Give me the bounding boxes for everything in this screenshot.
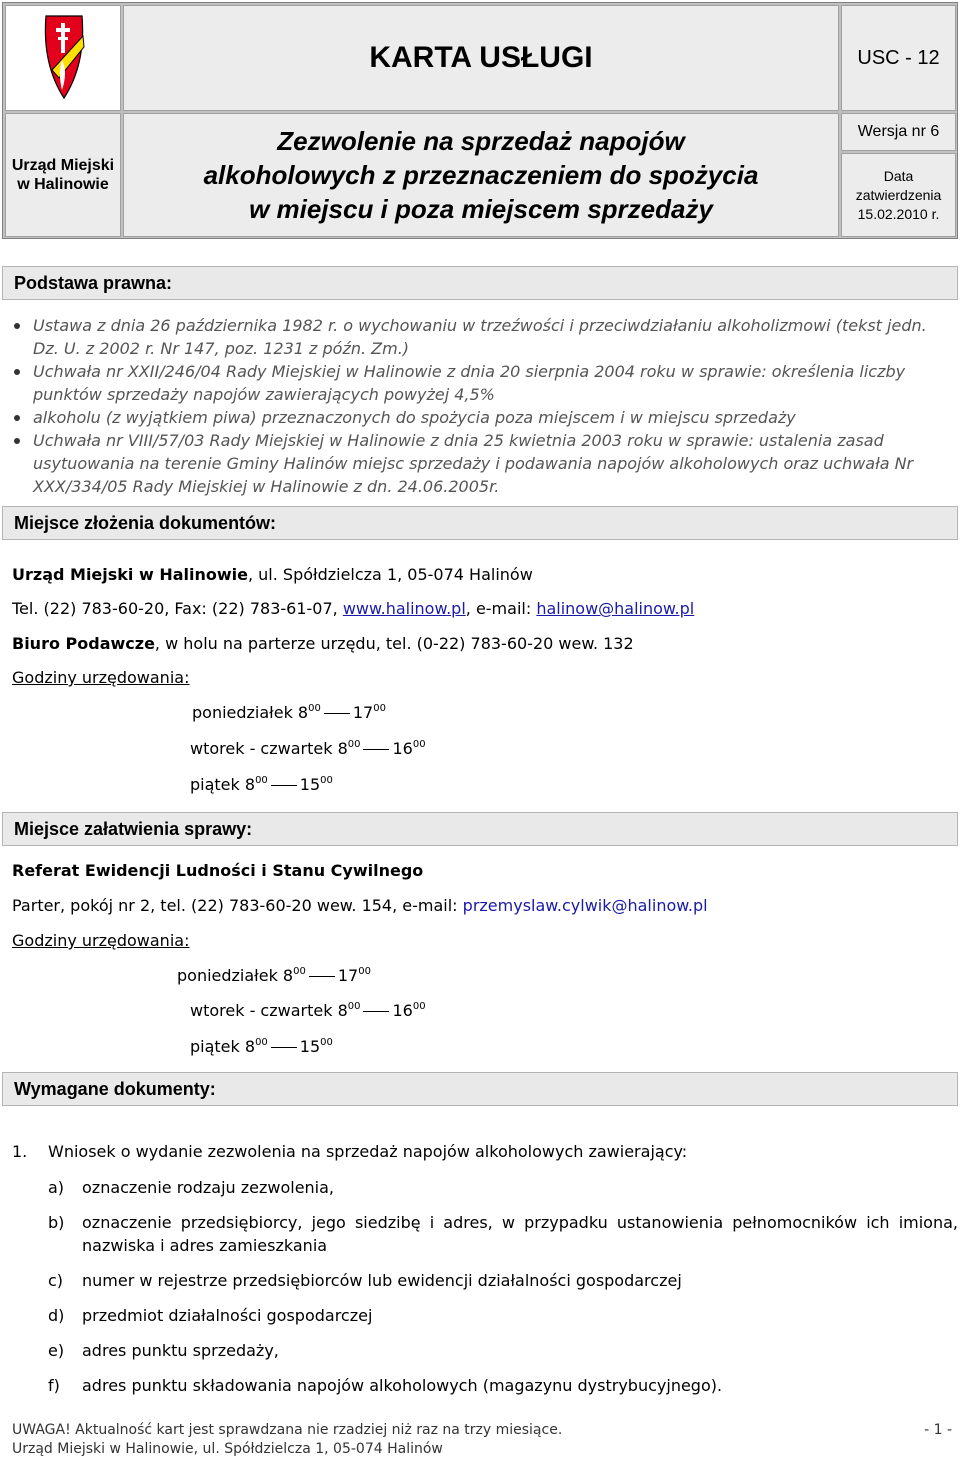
hours-row: piątek $8^{00}$ $15^{00}$ [190,775,333,794]
submission-heading: Miejsce złożenia dokumentów: [2,506,958,540]
approval-cell [841,153,956,237]
list-item: Ustawa z dnia 26 października 1982 r. o wychowaniu w trzeźwości i przeciwdziałaniu alkoholizmowi (tekst jedn. Dz. U. z 2002 r. Nr 147, poz. 1231 z późn. Zm.) [12,314,952,360]
hours-row: piątek $8^{00}$ $15^{00}$ [190,1037,333,1056]
contact-line [12,599,694,618]
bureau-line [12,634,634,653]
office-name-cell [5,113,121,237]
legal-basis-heading: Podstawa prawna: [2,266,958,300]
card-title-cell [123,5,839,111]
room-line [12,896,708,915]
subject-line: alkoholowych z przeznaczeniem do spożycia [203,160,759,190]
coat-of-arms-icon [6,6,122,112]
hours-row: poniedziałek $8^{00}$ $17^{00}$ [177,966,371,985]
subject-line: Zezwolenie na sprzedaż napojów [277,126,685,156]
department-name: Referat Ewidencji Ludności i Stanu Cywilnego [12,861,424,880]
hours-label: Godziny urzędowania: [12,931,190,950]
room-details: Parter, pokój nr 2, tel. (22) 783-60-20 wew. 154, e-mail: [12,896,463,915]
office-name: Urząd Miejski w Halinowie [11,157,115,193]
hours-row: wtorek - czwartek $8^{00}$ $16^{00}$ [190,1001,426,1020]
hours-label: Godziny urzędowania: [12,668,190,687]
footer-address: Urząd Miejski w Halinowie, ul. Spółdzielcza 1, 05-074 Halinów [12,1441,443,1457]
approval-date: 15.02.2010 r. [857,205,940,222]
office-address: , ul. Spółdzielcza 1, 05-074 Halinów [247,565,533,584]
email-link[interactable]: halinow@halinow.pl [536,599,695,618]
office-address-line [12,565,533,584]
version: Wersja nr 6 [857,123,940,140]
hours-row: wtorek - czwartek $8^{00}$ $16^{00}$ [190,739,426,758]
list-item: Wniosek o wydanie zezwolenia na sprzedaż napojów alkoholowych zawierający: [48,1142,688,1161]
service-code: USC - 12 [857,46,940,69]
documents-heading: Wymagane dokumenty: [2,1072,958,1106]
hours-row: poniedziałek $8^{00}$ $17^{00}$ [192,703,386,722]
email-link[interactable]: przemyslaw.cylwik@halinow.pl [462,896,708,915]
website-link[interactable]: www.halinow.pl [342,599,466,618]
header-table [2,2,958,239]
service-subject [204,124,759,226]
list-item: Uchwała nr XXII/246/04 Rady Miejskiej w Halinowie z dnia 20 sierpnia 2004 roku w sprawie: określenia liczby punktów sprzedaży napojów zawierających powyżej 4,5% [12,360,952,406]
bureau-name: Biuro Podawcze [12,634,155,653]
page-number: - 1 - [924,1422,952,1438]
subject-line: w miejscu i poza miejscem sprzedaży [249,194,713,224]
tel-fax: Tel. (22) 783-60-20, Fax: (22) 783-61-07, [12,599,343,618]
subject-cell [123,113,839,237]
footer-notice: UWAGA! Aktualność kart jest sprawdzana nie rzadziej niż raz na trzy miesiące. [12,1422,563,1438]
card-title: KARTA USŁUGI [369,41,593,74]
crest-cell [5,5,121,111]
bureau-details: , w holu na parterze urzędu, tel. (0-22) 783-60-20 wew. 132 [154,634,634,653]
item-number: 1. [12,1142,28,1161]
approval-label: Data zatwierdzenia [855,167,942,203]
list-item: alkoholu (z wyjątkiem piwa) przeznaczonych do spożycia poza miejscem i w miejscu sprzedaży [12,406,952,429]
footer [12,1422,952,1438]
office-name-bold: Urząd Miejski w Halinowie [12,565,248,584]
email-label: , e-mail: [465,599,537,618]
legal-basis-list [12,314,952,498]
documents-list: 1. Wniosek o wydanie zezwolenia na sprzedaż napojów alkoholowych zawierający: a) oznaczenie rodzaju zezwolenia, b) oznaczenie przedsiębiorcy, jego siedzibę i adres, w przypadku ustanowienia pełnomocników ich imiona, nazwiska i adres zamieszkania c) numer w rejestrze przedsiębiorców lub ewidencji działalności gospodarczej d) przedmiot działalności gospodarczej e) adres punktu sprzedaży, f) adres punktu składowania napojów alkoholowych (magazynu dystrybucyjnego). [12,1142,958,1395]
service-code-cell [841,5,956,111]
version-cell [841,113,956,151]
list-item: Uchwała nr VIII/57/03 Rady Miejskiej w Halinowie z dnia 25 kwietnia 2003 roku w sprawie: ustalenia zasad usytuowania na terenie Gminy Halinów miejsc sprzedaży i podawania napojów alkoholowych oraz uchwała Nr XXX/334/05 Rady Miejskiej w Halinowie z dn. 24.06.2005r. [12,429,952,498]
handling-heading: Miejsce załatwienia sprawy: [2,812,958,846]
